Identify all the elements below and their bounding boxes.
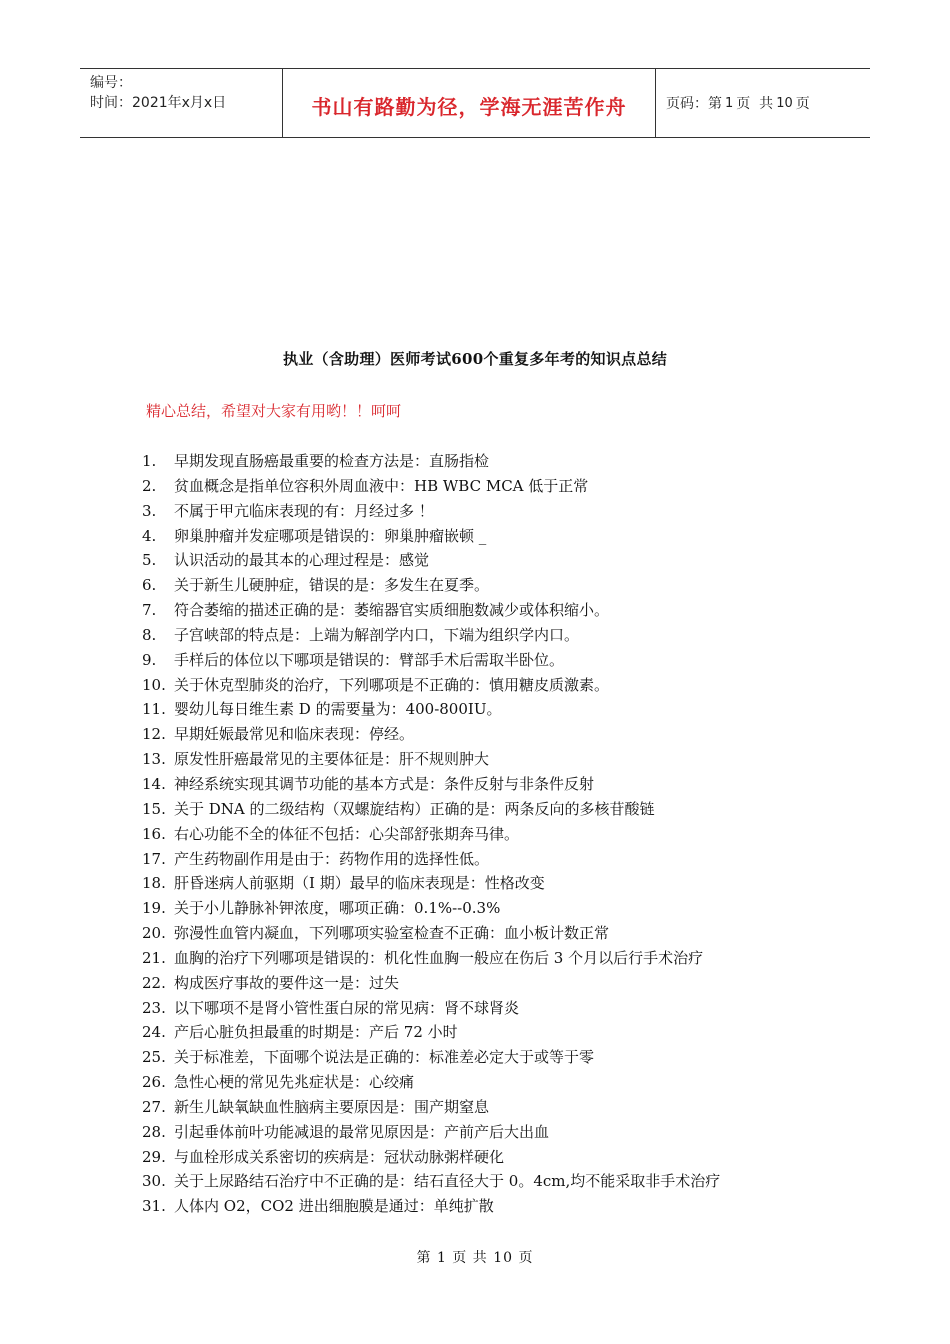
list-item	[142, 722, 720, 747]
list-item-text: 手样后的体位以下哪项是错误的：臂部手术后需取半卧位。	[174, 650, 565, 669]
page-current: 1	[725, 95, 734, 111]
list-item-text: 神经系统实现其调节功能的基本方式是：条件反射与非条件反射	[174, 774, 595, 793]
list-item-text: 以下哪项不是肾小管性蛋白尿的常见病：肾不球肾炎	[174, 998, 520, 1017]
list-item-number: 7.	[142, 601, 157, 620]
list-item	[142, 772, 720, 797]
list-item-text: 符合萎缩的描述正确的是：萎缩器官实质细胞数减少或体积缩小。	[174, 601, 610, 620]
list-item	[142, 548, 720, 573]
page-total: 10	[776, 95, 793, 111]
list-item-number: 24.	[142, 1023, 166, 1042]
list-item	[142, 946, 720, 971]
list-item-number: 29.	[142, 1147, 166, 1166]
list-item-text: 人体内 O2，CO2 进出细胞膜是通过：单纯扩散	[174, 1197, 494, 1216]
list-item-number: 30.	[142, 1172, 166, 1191]
list-item-number: 26.	[142, 1073, 166, 1092]
list-item-number: 8.	[142, 625, 157, 644]
list-item	[142, 474, 720, 499]
list-item	[142, 1169, 720, 1194]
list-item-number: 19.	[142, 899, 166, 918]
list-item	[142, 871, 720, 896]
list-item-number: 10.	[142, 675, 166, 694]
header-meta	[80, 69, 282, 137]
list-item	[142, 623, 720, 648]
list-item-text: 产生药物副作用是由于：药物作用的选择性低。	[174, 849, 490, 868]
list-item-number: 4.	[142, 526, 157, 545]
list-item-text: 产后心脏负担最重的时期是：产后 72 小时	[174, 1023, 458, 1042]
list-item-text: 与血栓形成关系密切的疾病是：冠状动脉粥样硬化	[174, 1147, 505, 1166]
list-item-number: 5.	[142, 551, 157, 570]
page-suffix: 页	[795, 96, 810, 112]
list-item	[142, 449, 720, 474]
list-item-text: 急性心梗的常见先兆症状是：心绞痛	[174, 1073, 415, 1092]
list-item	[142, 648, 720, 673]
list-item	[142, 1020, 720, 1045]
list-item-text: 贫血概念是指单位容积外周血液中：HB WBC MCA 低于正常	[174, 476, 589, 495]
list-item	[142, 822, 720, 847]
list-item	[142, 573, 720, 598]
list-item	[142, 1045, 720, 1070]
list-item	[142, 499, 720, 524]
list-item-number: 22.	[142, 973, 166, 992]
list-item	[142, 598, 720, 623]
list-item	[142, 847, 720, 872]
list-item	[142, 1095, 720, 1120]
list-item-text: 肝昏迷病人前驱期（I 期）最早的临床表现是：性格改变	[174, 874, 545, 893]
list-item	[142, 996, 720, 1021]
header-id-label: 编号：	[90, 75, 132, 91]
list-item-number: 21.	[142, 948, 166, 967]
list-item-text: 引起垂体前叶功能减退的最常见原因是：产前产后大出血	[174, 1122, 550, 1141]
list-item-number: 28.	[142, 1122, 166, 1141]
list-item-number: 6.	[142, 576, 157, 595]
document-title: 执业（含助理）医师考试600个重复多年考的知识点总结	[282, 350, 668, 368]
list-item	[142, 797, 720, 822]
list-item-text: 卵巢肿瘤并发症哪项是错误的：卵巢肿瘤嵌顿 _	[174, 526, 487, 545]
list-item-text: 构成医疗事故的要件这一是：过失	[174, 973, 400, 992]
list-item	[142, 524, 720, 549]
list-item-number: 1.	[142, 452, 157, 470]
list-item-text: 关于标准差，下面哪个说法是正确的：标准差必定大于或等于零	[174, 1048, 595, 1067]
list-item-text: 关于上尿路结石治疗中不正确的是：结石直径大于 0。4cm,均不能采取非手术治疗	[174, 1172, 721, 1191]
list-item-text: 关于小儿静脉补钾浓度，哪项正确：0.1%--0.3%	[174, 899, 501, 918]
list-item-number: 15.	[142, 799, 166, 818]
list-item	[142, 697, 720, 722]
page-header	[80, 68, 870, 138]
list-item-text: 子宫峡部的特点是：上端为解剖学内口，下端为组织学内口。	[174, 625, 580, 644]
list-item-number: 18.	[142, 874, 166, 893]
header-motto-cell	[282, 69, 656, 137]
list-item	[142, 896, 720, 921]
page-prefix: 页码：第	[666, 96, 722, 112]
list-item-text: 早期发现直肠癌最重要的检查方法是：直肠指检	[174, 452, 490, 470]
list-item-number: 11.	[142, 700, 166, 719]
list-item-number: 31.	[142, 1197, 166, 1216]
list-item-text: 血胸的治疗下列哪项是错误的：机化性血胸一般应在伤后 3 个月以后行手术治疗	[174, 948, 704, 967]
list-item-text: 婴幼儿每日维生素 D 的需要量为：400-800IU。	[174, 700, 502, 719]
list-item	[142, 1194, 720, 1219]
list-item-text: 认识活动的最其本的心理过程是：感觉	[174, 551, 430, 570]
list-item-number: 3.	[142, 501, 157, 520]
knowledge-point-list	[142, 449, 720, 1219]
list-item-text: 早期妊娠最常见和临床表现：停经。	[174, 725, 415, 744]
list-item-number: 23.	[142, 998, 166, 1017]
list-item	[142, 1145, 720, 1170]
list-item-number: 20.	[142, 924, 166, 943]
list-item-number: 16.	[142, 824, 166, 843]
list-item	[142, 971, 720, 996]
list-item-number: 27.	[142, 1097, 166, 1116]
list-item-number: 14.	[142, 774, 166, 793]
list-item-text: 原发性肝癌最常见的主要体征是：肝不规则肿大	[174, 750, 490, 769]
document-subtitle: 精心总结，希望对大家有用哟！！呵呵	[146, 402, 402, 420]
list-item	[142, 1120, 720, 1145]
list-item-text: 关于 DNA 的二级结构（双螺旋结构）正确的是：两条反向的多核苷酸链	[174, 799, 655, 818]
header-time-label: 时间：2021年x月x日	[90, 95, 227, 111]
page-footer: 第 1 页 共 10 页	[416, 1250, 534, 1266]
list-item-number: 12.	[142, 725, 166, 744]
list-item	[142, 921, 720, 946]
list-item-text: 关于新生儿硬肿症，错误的是：多发生在夏季。	[174, 576, 490, 595]
list-item-text: 右心功能不全的体征不包括：心尖部舒张期奔马律。	[174, 824, 520, 843]
list-item-text: 关于休克型肺炎的治疗，下列哪项是不正确的：慎用糖皮质激素。	[174, 675, 610, 694]
list-item-number: 2.	[142, 476, 157, 495]
list-item	[142, 1070, 720, 1095]
list-item	[142, 747, 720, 772]
list-item-text: 新生儿缺氧缺血性脑病主要原因是：围产期窒息	[174, 1097, 490, 1116]
header-motto: 书山有路勤为径，学海无涯苦作舟	[311, 94, 627, 119]
list-item-number: 17.	[142, 849, 166, 868]
list-item-text: 不属于甲亢临床表现的有：月经过多 ！	[174, 501, 434, 520]
list-item-number: 13.	[142, 750, 166, 769]
page-mid: 页 共	[736, 96, 774, 112]
list-item	[142, 673, 720, 698]
list-item-number: 9.	[142, 650, 157, 669]
list-item-number: 25.	[142, 1048, 166, 1067]
list-item-text: 弥漫性血管内凝血，下列哪项实验室检查不正确：血小板计数正常	[174, 924, 610, 943]
header-page-number	[656, 69, 870, 137]
